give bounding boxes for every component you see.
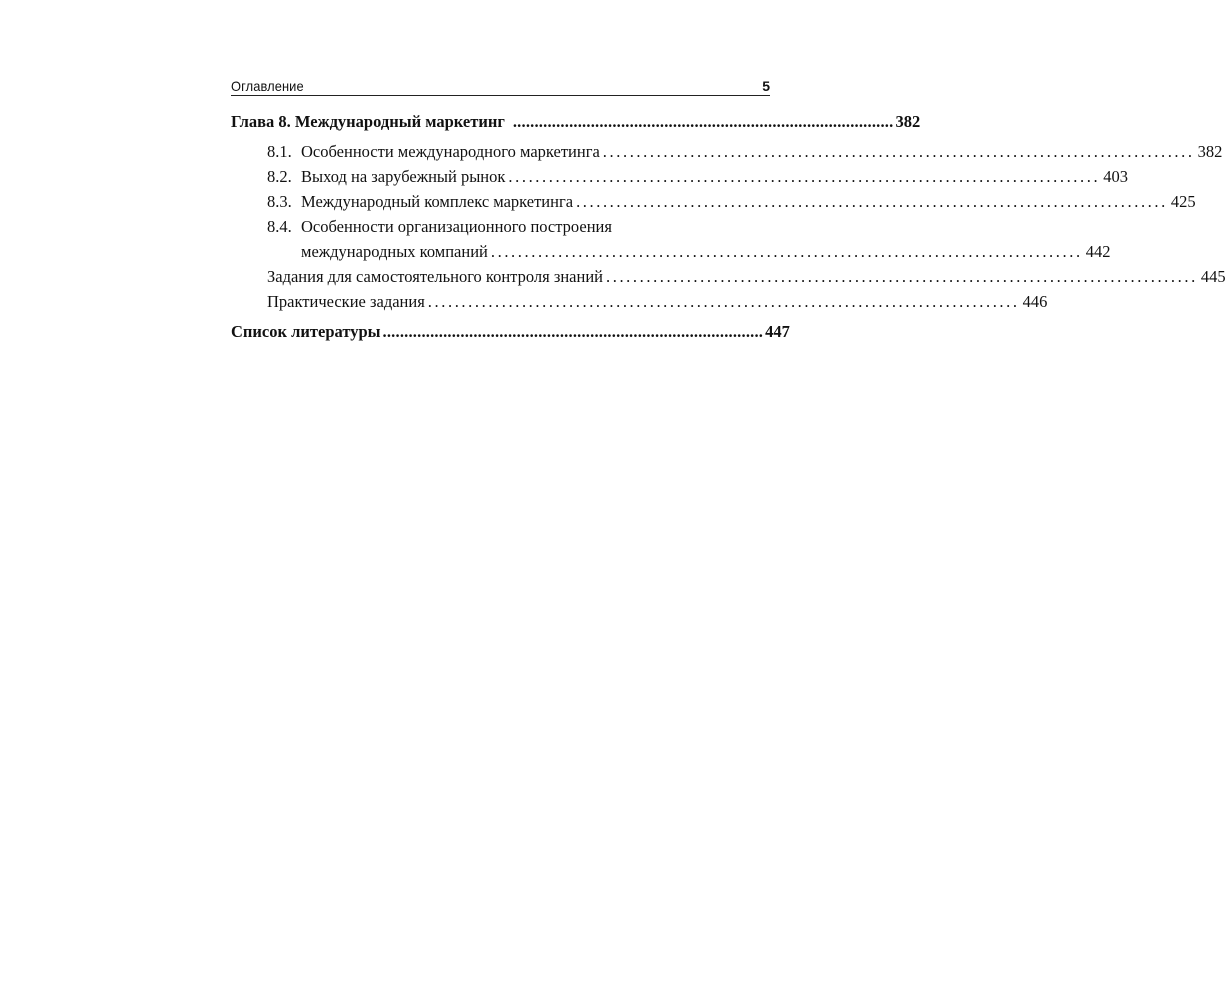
toc-entry-page: 382: [895, 112, 921, 131]
toc-entry-page: 403: [1103, 167, 1128, 186]
toc-entry-page: 382: [1197, 142, 1223, 161]
table-of-contents: [231, 109, 1226, 344]
dot-leader: ........................................................................................: [512, 112, 894, 131]
dot-leader: ........................................................................................: [508, 167, 1101, 186]
toc-entry-section-8-1[interactable]: [231, 139, 1223, 164]
section-number: 8.1.: [267, 142, 292, 161]
toc-entry-title: Выход на зарубежный рынок: [301, 167, 506, 186]
toc-entry-page: 425: [1170, 192, 1196, 211]
toc-entry-title: Глава 8. Международный маркетинг: [231, 112, 505, 131]
toc-entry-page: 442: [1085, 242, 1111, 261]
toc-entry-title: Задания для самостоятельного контроля знаний: [267, 267, 603, 286]
toc-entry-title: Практические задания: [267, 292, 425, 311]
toc-entry-page: 446: [1022, 292, 1048, 311]
dot-leader: ........................................................................................: [606, 267, 1198, 286]
dot-leader: ........................................................................................: [382, 322, 764, 341]
toc-entry-second-line: [231, 239, 1111, 264]
dot-leader: ........................................................................................: [602, 142, 1195, 161]
toc-entry-bibliography[interactable]: [231, 319, 790, 344]
toc-entry-title: Особенности организационного построения: [301, 217, 612, 236]
toc-entry-title: Список литературы: [231, 322, 381, 341]
toc-entry-first-line: [231, 214, 770, 239]
section-number: 8.3.: [267, 192, 292, 211]
dot-leader: ........................................................................................: [576, 192, 1168, 211]
toc-entry-page: 447: [765, 322, 790, 341]
toc-entry-practice[interactable]: [231, 289, 1048, 314]
running-header: [231, 74, 770, 96]
running-header-page-number: 5: [762, 78, 770, 94]
dot-leader: ........................................................................................: [427, 292, 1020, 311]
section-number: 8.4.: [267, 217, 292, 236]
toc-entry-title: Особенности международного маркетинга: [301, 142, 600, 161]
section-number: 8.2.: [267, 167, 292, 186]
toc-entry-chapter-8[interactable]: [231, 109, 921, 134]
toc-entry-page: 445: [1200, 267, 1226, 286]
toc-entry-section-8-2[interactable]: [231, 164, 1128, 189]
toc-entry-section-8-4[interactable]: [231, 214, 1111, 264]
toc-entry-title: Международный комплекс маркетинга: [301, 192, 574, 211]
toc-entry-title-continuation: международных компаний: [301, 242, 488, 261]
toc-entry-section-8-3[interactable]: [231, 189, 1196, 214]
dot-leader: ........................................................................................: [490, 242, 1083, 261]
page: [231, 74, 1226, 344]
toc-entry-tasks[interactable]: [231, 264, 1226, 289]
running-header-title: Оглавление: [231, 78, 304, 94]
